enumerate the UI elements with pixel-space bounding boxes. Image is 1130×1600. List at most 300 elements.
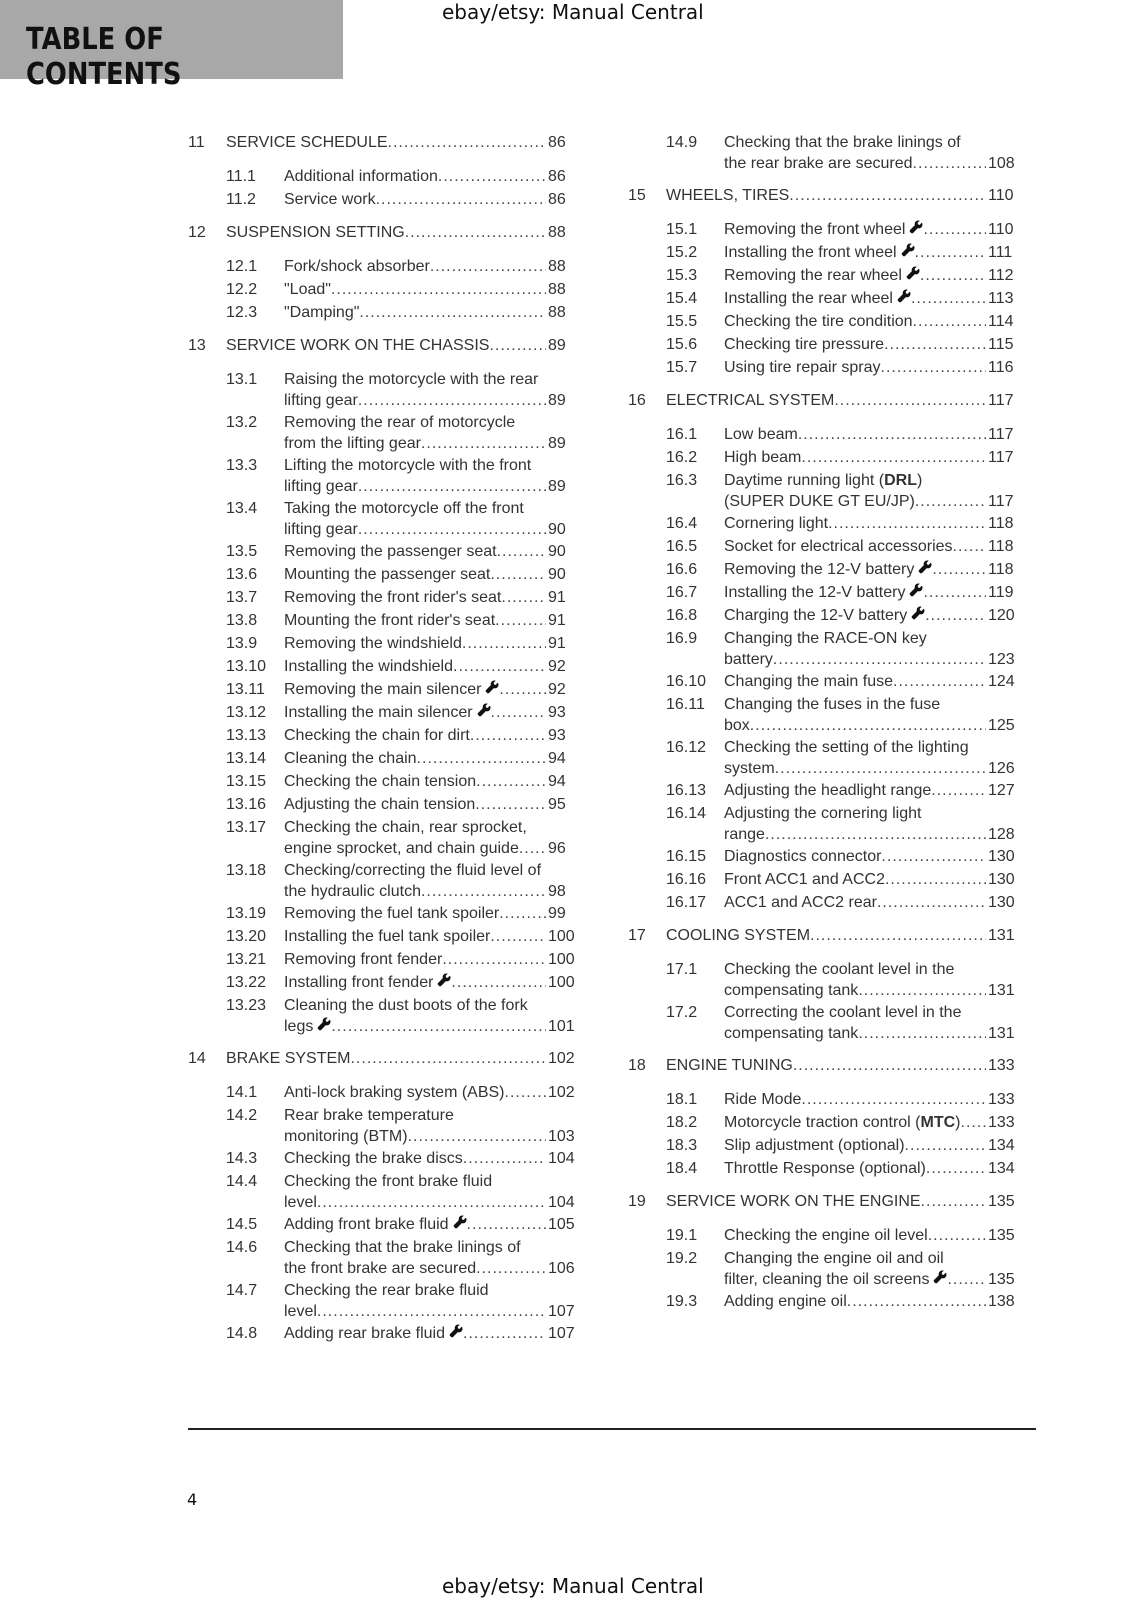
dot-leader (921, 1191, 986, 1212)
section-title: Fork/shock absorber (284, 258, 430, 275)
section-title: Checking that the brake linings of (284, 1239, 521, 1256)
section-title: Checking the engine oil level (724, 1227, 928, 1244)
dot-leader (953, 536, 986, 557)
section-title: Checking the setting of the lighting (724, 739, 969, 756)
section-title: Slip adjustment (optional) (724, 1137, 905, 1154)
dot-leader (442, 949, 546, 970)
toc-section-entry[interactable] (628, 694, 1038, 736)
section-number: 16.13 (666, 782, 707, 799)
watermark-top: ebay/etsy: Manual Central (442, 0, 704, 24)
toc-section-entry[interactable] (188, 725, 598, 746)
section-title: Installing the fuel tank spoiler (284, 928, 491, 945)
section-title: system (724, 760, 775, 777)
toc-section-entry[interactable] (628, 869, 1038, 890)
toc-section-entry[interactable] (628, 447, 1038, 468)
page-reference: 88 (548, 281, 566, 298)
toc-section-entry[interactable] (188, 817, 598, 859)
toc-section-entry[interactable] (188, 926, 598, 947)
dot-leader (358, 476, 546, 497)
toc-chapter-entry[interactable] (628, 1191, 1038, 1212)
section-title: Checking the chain, rear sprocket, (284, 819, 527, 836)
toc-section-entry[interactable] (188, 633, 598, 654)
section-title: Removing the front rider's seat (284, 589, 502, 606)
toc-chapter-entry[interactable] (628, 1055, 1038, 1076)
toc-section-entry[interactable] (188, 972, 598, 993)
section-title: Installing the main silencer (284, 704, 473, 721)
page-reference: 86 (548, 134, 566, 151)
dot-leader (388, 132, 546, 153)
page-reference: 88 (548, 304, 566, 321)
wrench-icon (909, 582, 923, 596)
dot-leader (462, 633, 546, 654)
section-number: 12 (188, 224, 206, 241)
dot-leader (451, 972, 546, 993)
toc-section-entry[interactable] (188, 1171, 598, 1213)
page-reference: 90 (548, 543, 566, 560)
dot-leader (810, 925, 986, 946)
section-title: Checking tire pressure (724, 336, 885, 353)
section-title: Removing the 12-V battery (724, 561, 915, 578)
page-reference: 117 (988, 392, 1014, 409)
dot-leader (893, 671, 986, 692)
section-title: SERVICE SCHEDULE (226, 134, 388, 151)
section-title: "Load" (284, 281, 331, 298)
dot-leader (317, 1192, 546, 1213)
toc-section-entry[interactable] (188, 498, 598, 540)
section-title: Adjusting the chain tension (284, 796, 476, 813)
page-reference: 104 (548, 1194, 575, 1211)
toc-section-entry[interactable] (628, 671, 1038, 692)
section-title: Using tire repair spray (724, 359, 881, 376)
section-title: battery (724, 651, 773, 668)
page-reference: 120 (988, 607, 1015, 624)
dot-leader (834, 390, 986, 411)
page-reference: 131 (988, 927, 1015, 944)
section-title: Correcting the coolant level in the (724, 1004, 962, 1021)
section-number: 13.21 (226, 951, 267, 968)
section-number: 13.7 (226, 589, 258, 606)
page-reference: 119 (988, 584, 1014, 601)
page-reference: 86 (548, 191, 566, 208)
section-number: 13.1 (226, 371, 258, 388)
page-reference: 117 (988, 426, 1014, 443)
page-reference: 124 (988, 673, 1015, 690)
wrench-icon (933, 1269, 947, 1283)
section-number: 16.9 (666, 630, 698, 647)
wrench-icon (909, 219, 923, 233)
dot-leader (932, 559, 986, 580)
dot-leader (775, 758, 986, 779)
toc-section-entry[interactable] (628, 780, 1038, 801)
wrench-icon (485, 679, 499, 693)
section-number: 13.15 (226, 773, 267, 790)
section-title: lifting gear (284, 521, 358, 538)
section-title: Changing the fuses in the fuse (724, 696, 941, 713)
dot-leader (923, 582, 986, 603)
section-number: 12.3 (226, 304, 258, 321)
page-reference: 102 (548, 1050, 575, 1067)
section-title: High beam (724, 449, 802, 466)
toc-section-entry[interactable] (628, 265, 1038, 286)
section-number: 13 (188, 337, 206, 354)
toc-section-entry[interactable] (628, 334, 1038, 355)
page-reference: 107 (548, 1303, 575, 1320)
toc-section-entry[interactable] (628, 1248, 1038, 1290)
page-reference: 95 (548, 796, 566, 813)
page-reference: 108 (988, 155, 1015, 172)
section-number: 15.1 (666, 221, 698, 238)
page-reference: 126 (988, 760, 1015, 777)
toc-section-entry[interactable] (188, 455, 598, 497)
dot-leader (961, 1112, 987, 1133)
section-title: Installing front fender (284, 974, 434, 991)
dot-leader (920, 265, 986, 286)
page-reference: 93 (548, 727, 566, 744)
toc-section-entry[interactable] (188, 189, 598, 210)
toc-column-left (188, 0, 598, 1400)
toc-section-entry[interactable] (628, 1002, 1038, 1044)
section-number: 13.14 (226, 750, 267, 767)
section-title: level (284, 1194, 317, 1211)
dot-leader (463, 1323, 546, 1344)
section-number: 15.5 (666, 313, 698, 330)
toc-section-entry[interactable] (188, 412, 598, 454)
section-number: 17 (628, 927, 646, 944)
toc-section-entry[interactable] (628, 892, 1038, 913)
dot-leader (913, 311, 986, 332)
section-title: SERVICE WORK ON THE CHASSIS (226, 337, 490, 354)
section-number: 17.2 (666, 1004, 698, 1021)
page-reference: 91 (548, 635, 566, 652)
toc-section-entry[interactable] (188, 1237, 598, 1279)
section-number: 13.10 (226, 658, 267, 675)
toc-section-entry[interactable] (188, 771, 598, 792)
toc-section-entry[interactable] (188, 564, 598, 585)
dot-leader (884, 334, 986, 355)
section-title: Mounting the passenger seat (284, 566, 491, 583)
toc-section-entry[interactable] (628, 1112, 1038, 1133)
section-number: 15.4 (666, 290, 698, 307)
section-number: 15.6 (666, 336, 698, 353)
dot-leader (801, 447, 986, 468)
dot-leader (376, 189, 546, 210)
section-title: Checking the coolant level in the (724, 961, 955, 978)
page-reference: 134 (988, 1160, 1015, 1177)
dot-leader (928, 1225, 986, 1246)
toc-section-entry[interactable] (188, 1323, 598, 1344)
section-number: 14.3 (226, 1150, 258, 1167)
toc-section-entry[interactable] (188, 1280, 598, 1322)
section-title: Installing the windshield (284, 658, 453, 675)
toc-section-entry[interactable] (188, 1148, 598, 1169)
section-title: lifting gear (284, 392, 358, 409)
section-title: COOLING SYSTEM (666, 927, 811, 944)
page-reference: 104 (548, 1150, 575, 1167)
section-number: 18.2 (666, 1114, 698, 1131)
section-title: Service work (284, 191, 376, 208)
section-number: 13.22 (226, 974, 267, 991)
page-reference: 117 (988, 493, 1014, 510)
toc-chapter-entry[interactable] (188, 222, 598, 243)
page-reference: 89 (548, 435, 566, 452)
section-number: 14.1 (226, 1084, 258, 1101)
section-number: 13.23 (226, 997, 267, 1014)
toc-section-entry[interactable] (188, 610, 598, 631)
toc-section-entry[interactable] (628, 513, 1038, 534)
page-reference: 118 (988, 515, 1014, 532)
toc-section-entry[interactable] (628, 1291, 1038, 1312)
toc-section-entry[interactable] (628, 605, 1038, 626)
toc-section-entry[interactable] (188, 702, 598, 723)
toc-section-entry[interactable] (628, 132, 1038, 174)
toc-section-entry[interactable] (628, 628, 1038, 670)
section-title: Checking that the brake linings of (724, 134, 961, 151)
section-number: 14.8 (226, 1325, 258, 1342)
section-title: Cleaning the chain (284, 750, 417, 767)
dot-leader (915, 242, 986, 263)
toc-section-entry[interactable] (188, 279, 598, 300)
toc-section-entry[interactable] (628, 357, 1038, 378)
dot-leader (765, 824, 986, 845)
section-number: 18 (628, 1057, 646, 1074)
section-number: 17.1 (666, 961, 698, 978)
toc-section-entry[interactable] (188, 903, 598, 924)
toc-section-entry[interactable] (628, 559, 1038, 580)
section-number: 14.7 (226, 1282, 258, 1299)
dot-leader (490, 926, 546, 947)
page-reference: 106 (548, 1260, 575, 1277)
dot-leader (750, 715, 986, 736)
toc-section-entry[interactable] (628, 424, 1038, 445)
section-number: 16.5 (666, 538, 698, 555)
page-reference: 100 (548, 974, 575, 991)
section-title: Removing the front wheel (724, 221, 906, 238)
toc-section-entry[interactable] (628, 846, 1038, 867)
section-title: Changing the main fuse (724, 673, 893, 690)
toc-section-entry[interactable] (188, 794, 598, 815)
section-number: 13.11 (226, 681, 265, 698)
toc-section-entry[interactable] (188, 1105, 598, 1147)
page-reference: 105 (548, 1216, 575, 1233)
wrench-icon (449, 1323, 463, 1337)
toc-section-entry[interactable] (628, 1135, 1038, 1156)
toc-section-entry[interactable] (628, 1158, 1038, 1179)
toc-section-entry[interactable] (628, 219, 1038, 240)
section-number: 13.20 (226, 928, 267, 945)
dot-leader (475, 794, 546, 815)
toc-section-entry[interactable] (188, 369, 598, 411)
toc-chapter-entry[interactable] (628, 390, 1038, 411)
dot-leader (773, 649, 986, 670)
page-reference: 133 (988, 1057, 1015, 1074)
toc-chapter-entry[interactable] (188, 335, 598, 356)
dot-leader (491, 702, 546, 723)
section-number: 18.4 (666, 1160, 698, 1177)
section-number: 19.1 (666, 1227, 698, 1244)
dot-leader (911, 288, 986, 309)
dot-leader (421, 433, 546, 454)
toc-section-entry[interactable] (628, 1225, 1038, 1246)
section-title: Ride Mode (724, 1091, 802, 1108)
section-title: from the lifting gear (284, 435, 421, 452)
toc-chapter-entry[interactable] (188, 1048, 598, 1069)
section-title: the hydraulic clutch (284, 883, 421, 900)
page-reference: 92 (548, 658, 566, 675)
toc-chapter-entry[interactable] (628, 185, 1038, 206)
toc-section-entry[interactable] (188, 679, 598, 700)
section-title: ENGINE TUNING (666, 1057, 793, 1074)
dot-leader (877, 892, 986, 913)
section-title: Checking the chain tension (284, 773, 477, 790)
section-number: 13.19 (226, 905, 267, 922)
section-number: 19.2 (666, 1250, 698, 1267)
dot-leader (847, 1291, 986, 1312)
section-title: "Damping" (284, 304, 360, 321)
toc-section-entry[interactable] (628, 582, 1038, 603)
section-title: Cleaning the dust boots of the fork (284, 997, 528, 1014)
dot-leader (881, 846, 986, 867)
dot-leader (470, 725, 546, 746)
toc-section-entry[interactable] (188, 949, 598, 970)
toc-section-entry[interactable] (628, 1089, 1038, 1110)
section-number: 13.3 (226, 457, 258, 474)
page-reference: 135 (988, 1193, 1015, 1210)
toc-section-entry[interactable] (628, 311, 1038, 332)
section-title: Lifting the motorcycle with the front (284, 457, 532, 474)
page-reference: 99 (548, 905, 566, 922)
dot-leader (828, 513, 986, 534)
page-reference: 113 (988, 290, 1014, 307)
dot-leader (350, 1048, 546, 1069)
page-reference: 96 (548, 840, 566, 857)
section-number: 14.2 (226, 1107, 258, 1124)
toc-section-entry[interactable] (628, 737, 1038, 779)
section-number: 13.13 (226, 727, 267, 744)
section-title: Additional information (284, 168, 438, 185)
section-number: 19 (628, 1193, 646, 1210)
page-reference: 88 (548, 224, 566, 241)
toc-section-entry[interactable] (188, 256, 598, 277)
page-reference: 91 (548, 612, 566, 629)
dot-leader (331, 279, 546, 300)
section-title: lifting gear (284, 478, 358, 495)
section-number: 16.12 (666, 739, 707, 756)
section-title: legs (284, 1018, 314, 1035)
section-title: Removing the rear of motorcycle (284, 414, 516, 431)
section-number: 14.4 (226, 1173, 258, 1190)
toc-section-entry[interactable] (188, 302, 598, 323)
toc-chapter-entry[interactable] (628, 925, 1038, 946)
section-title: Removing the fuel tank spoiler (284, 905, 500, 922)
dot-leader (519, 838, 546, 859)
toc-section-entry[interactable] (628, 959, 1038, 1001)
section-number: 13.9 (226, 635, 258, 652)
toc-section-entry[interactable] (188, 1214, 598, 1235)
dot-leader (789, 185, 986, 206)
section-title: Adjusting the headlight range (724, 782, 932, 799)
toc-section-entry[interactable] (628, 470, 1038, 512)
page-reference: 88 (548, 258, 566, 275)
section-number: 16.11 (666, 696, 705, 713)
section-title: Removing the windshield (284, 635, 462, 652)
page-reference: 89 (548, 337, 566, 354)
section-title: filter, cleaning the oil screens (724, 1271, 930, 1288)
section-number: 12.2 (226, 281, 258, 298)
page-reference: 138 (988, 1293, 1015, 1310)
dot-leader (430, 256, 546, 277)
section-number: 13.2 (226, 414, 258, 431)
section-title: Changing the RACE-ON key (724, 630, 927, 647)
dot-leader (913, 153, 986, 174)
section-number: 16.4 (666, 515, 698, 532)
section-title: Removing front fender (284, 951, 443, 968)
section-number: 13.18 (226, 862, 267, 879)
dot-leader (331, 1016, 546, 1037)
section-title: Checking the chain for dirt (284, 727, 470, 744)
page-reference: 135 (988, 1271, 1015, 1288)
toc-section-entry[interactable] (628, 536, 1038, 557)
toc-section-entry[interactable] (628, 242, 1038, 263)
dot-leader (463, 1148, 546, 1169)
toc-section-entry[interactable] (628, 803, 1038, 845)
toc-section-entry[interactable] (188, 860, 598, 902)
toc-section-entry[interactable] (628, 288, 1038, 309)
section-number: 14 (188, 1050, 206, 1067)
wrench-icon (918, 559, 932, 573)
page-reference: 130 (988, 871, 1015, 888)
dot-leader (858, 980, 986, 1001)
section-number: 13.4 (226, 500, 258, 517)
toc-section-entry[interactable] (188, 587, 598, 608)
section-number: 13.8 (226, 612, 258, 629)
toc-section-entry[interactable] (188, 995, 598, 1037)
section-title: Anti-lock braking system (ABS) (284, 1084, 505, 1101)
page-reference: 103 (548, 1128, 575, 1145)
toc-chapter-entry[interactable] (188, 132, 598, 153)
page-reference: 133 (988, 1091, 1015, 1108)
page-reference: 118 (988, 561, 1014, 578)
page-reference: 135 (988, 1227, 1015, 1244)
toc-section-entry[interactable] (188, 656, 598, 677)
dot-leader (358, 519, 546, 540)
wrench-icon (453, 1214, 467, 1228)
toc-section-entry[interactable] (188, 166, 598, 187)
toc-section-entry[interactable] (188, 1082, 598, 1103)
dot-leader (925, 605, 986, 626)
section-title: WHEELS, TIRES (666, 187, 790, 204)
page-reference: 115 (988, 336, 1014, 353)
section-title: Raising the motorcycle with the rear (284, 371, 539, 388)
section-number: 16.7 (666, 584, 698, 601)
section-title: Front ACC1 and ACC2 (724, 871, 885, 888)
section-number: 16.6 (666, 561, 698, 578)
section-title: Removing the rear wheel (724, 267, 902, 284)
section-number: 13.16 (226, 796, 267, 813)
dot-leader (421, 881, 546, 902)
section-title: range (724, 826, 765, 843)
section-title: Installing the rear wheel (724, 290, 893, 307)
section-number: 16.2 (666, 449, 698, 466)
section-number: 15.7 (666, 359, 698, 376)
wrench-icon (906, 265, 920, 279)
toc-section-entry[interactable] (188, 748, 598, 769)
page-reference: 94 (548, 750, 566, 767)
toc-section-entry[interactable] (188, 541, 598, 562)
section-title: Daytime running light (DRL) (724, 472, 923, 489)
section-title: SERVICE WORK ON THE ENGINE (666, 1193, 921, 1210)
dot-leader (947, 1269, 986, 1290)
page-reference: 133 (988, 1114, 1015, 1131)
